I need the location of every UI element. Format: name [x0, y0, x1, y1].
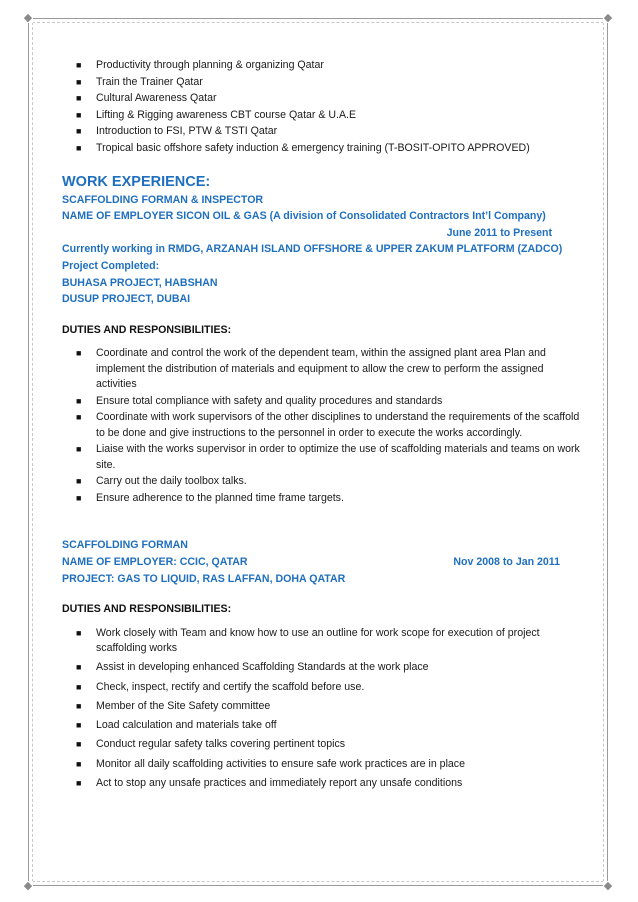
- square-bullet-icon: ■: [76, 627, 82, 638]
- square-bullet-icon: ■: [76, 412, 82, 423]
- square-bullet-icon: ■: [76, 76, 82, 87]
- list-item: ■ Assist in developing enhanced Scaffolding Standards at the work place: [76, 660, 582, 675]
- skills-list: [62, 57, 582, 157]
- job-employer: NAME OF EMPLOYER: CCIC, QATAR: [62, 555, 248, 568]
- square-bullet-icon: ■: [76, 700, 82, 711]
- list-item: ■ Cultural Awareness Qatar: [76, 90, 582, 107]
- list-item: ■ Member of the Site Safety committee: [76, 699, 582, 714]
- square-bullet-icon: ■: [76, 720, 82, 731]
- project-item: DUSUP PROJECT, DUBAI: [62, 293, 191, 306]
- square-bullet-icon: ■: [76, 109, 82, 120]
- section-title: WORK EXPERIENCE:: [62, 173, 211, 190]
- job-dates: Nov 2008 to Jan 2011: [453, 555, 560, 568]
- square-bullet-icon: ■: [76, 739, 82, 750]
- duties-list: [62, 346, 582, 506]
- job-current: Currently working in RMDG, ARZANAH ISLAND OFFSHORE & UPPER ZAKUM PLATFORM (ZADCO): [62, 243, 563, 256]
- square-bullet-icon: ■: [76, 492, 82, 503]
- square-bullet-icon: ■: [76, 348, 82, 359]
- list-item: ■ Lifting & Rigging awareness CBT course Qatar & U.A.E: [76, 107, 582, 124]
- square-bullet-icon: ■: [76, 662, 82, 673]
- list-item: ■ Train the Trainer Qatar: [76, 74, 582, 91]
- list-item: ■ Conduct regular safety talks covering pertinent topics: [76, 737, 582, 752]
- square-bullet-icon: ■: [76, 60, 82, 70]
- list-item: ■ Monitor all daily scaffolding activities to ensure safe work practices are in place: [76, 757, 582, 772]
- square-bullet-icon: ■: [76, 758, 82, 769]
- list-item: ■ Check, inspect, rectify and certify the scaffold before use.: [76, 680, 582, 695]
- list-item: ■ Carry out the daily toolbox talks.: [76, 474, 582, 490]
- job-dates: June 2011 to Present: [446, 226, 552, 239]
- resume-page: [62, 57, 582, 795]
- corner-ornament-icon: ◆: [23, 11, 33, 24]
- square-bullet-icon: ■: [76, 126, 82, 137]
- corner-ornament-icon: ◆: [23, 879, 33, 892]
- list-item: ■ Ensure total compliance with safety and quality procedures and standards: [76, 394, 582, 410]
- square-bullet-icon: ■: [76, 476, 82, 487]
- job-position: SCAFFOLDING FORMAN: [62, 539, 188, 552]
- square-bullet-icon: ■: [76, 681, 82, 692]
- job-project: PROJECT: GAS TO LIQUID, RAS LAFFAN, DOHA QATAR: [62, 572, 346, 585]
- list-item: ■ Work closely with Team and know how to use an outline for work scope for execution of project scaffolding works: [76, 626, 540, 654]
- square-bullet-icon: ■: [76, 93, 82, 104]
- list-item: ■ Liaise with the works supervisor in order to optimize the use of scaffolding materials and teams on work site.: [76, 443, 580, 471]
- job-position: SCAFFOLDING FORMAN & INSPECTOR: [62, 193, 264, 206]
- duties-heading: DUTIES AND RESPONSIBILITIES:: [62, 603, 232, 616]
- job-employer: NAME OF EMPLOYER SICON OIL & GAS (A division of Consolidated Contractors Int’l Company): [62, 210, 546, 223]
- square-bullet-icon: ■: [76, 395, 82, 406]
- list-item: ■ Load calculation and materials take off: [76, 718, 582, 733]
- list-item: ■ Introduction to FSI, PTW & TSTI Qatar: [76, 123, 582, 140]
- duties-list: [62, 626, 582, 792]
- list-item: ■ Tropical basic offshore safety induction & emergency training (T-BOSIT-OPITO APPROVED): [76, 140, 582, 157]
- projects-label: Project Completed:: [62, 259, 160, 272]
- list-item: ■ Coordinate with work supervisors of the other disciplines to understand the requirements of the scaffold to be done and give instructions to the personnel in order to execute the works accordingly.: [76, 411, 580, 439]
- duties-heading: DUTIES AND RESPONSIBILITIES:: [62, 323, 232, 336]
- list-item: ■ Act to stop any unsafe practices and immediately report any unsafe conditions: [76, 776, 582, 791]
- square-bullet-icon: ■: [76, 444, 82, 455]
- square-bullet-icon: ■: [76, 778, 82, 789]
- list-item: ■ Coordinate and control the work of the dependent team, within the assigned plant area Plan and implement the distribution of materials and equipment to allow the crew to perform the assigned activities: [76, 347, 546, 391]
- corner-ornament-icon: ◆: [603, 11, 613, 24]
- corner-ornament-icon: ◆: [603, 879, 613, 892]
- list-item: ■ Ensure adherence to the planned time frame targets.: [76, 491, 582, 507]
- project-item: BUHASA PROJECT, HABSHAN: [62, 276, 218, 289]
- square-bullet-icon: ■: [76, 142, 82, 153]
- list-item: ■ Productivity through planning & organizing Qatar: [76, 57, 582, 74]
